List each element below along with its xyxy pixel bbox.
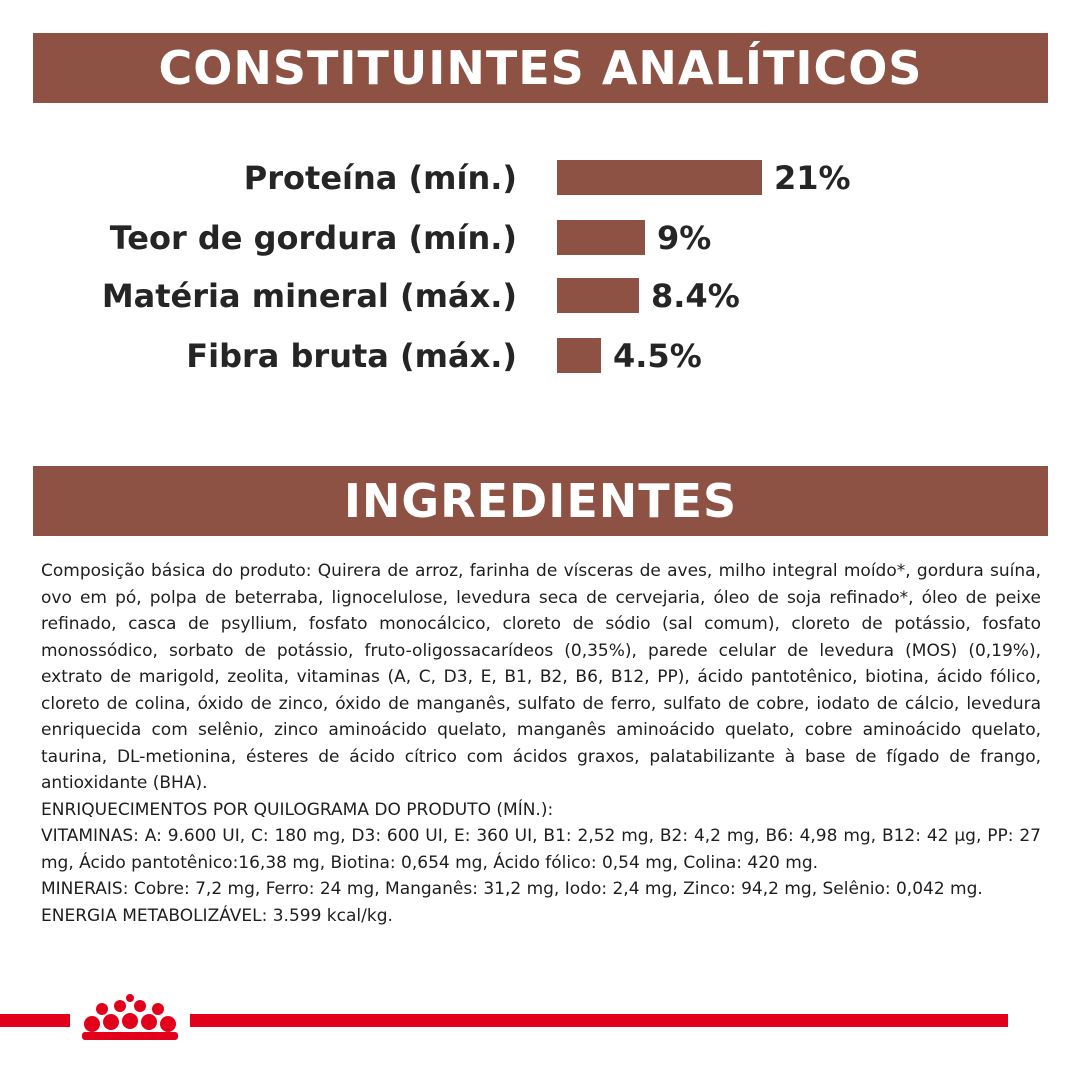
vitamins-paragraph: VITAMINAS: A: 9.600 UI, C: 180 mg, D3: 600 UI, E: 360 UI, B1: 2,52 mg, B2: 4,2 mg, B6: 4,98 mg, B12: 42 µg, PP: 27 mg, Ácido pantotênico:16,38 mg, Biotina: 0,654 mg, Ácido fólico: 0,54 mg, Colina: 420 mg.: [41, 826, 1041, 873]
enrichment-heading: ENRIQUECIMENTOS POR QUILOGRAMA DO PRODUTO (MÍN.):: [41, 799, 554, 820]
energy-paragraph: ENERGIA METABOLIZÁVEL: 3.599 kcal/kg.: [41, 905, 393, 926]
chart-category-label: Fibra bruta (máx.): [186, 337, 517, 375]
footer-red-line-right: [190, 1014, 1008, 1027]
chart-value-label: 4.5%: [613, 337, 702, 375]
chart-value-label: 21%: [774, 159, 851, 197]
ingredients-header: INGREDIENTES: [33, 466, 1048, 536]
chart-bar: [557, 220, 645, 255]
chart-category-label: Proteína (mín.): [243, 159, 517, 197]
chart-category-label: Matéria mineral (máx.): [101, 277, 517, 315]
chart-value-label: 9%: [657, 219, 712, 257]
composition-paragraph: Composição básica do produto: Quirera de arroz, farinha de vísceras de aves, milho integral moído*, gordura suína, ovo em pó, polpa de beterraba, lignocelulose, levedura seca de cervejaria, óleo de soja refinado*, óleo de peixe refinado, casca de psyllium, fosfato monocálcico, cloreto de sódio (sal comum), cloreto de potássio, fosfato monossódico, sorbato de potássio, fruto-oligossacarídeos (0,35%), parede celular de levedura (MOS) (0,19%), extrato de marigold, zeolita, vitaminas (A, C, D3, E, B1, B2, B6, B12, PP), ácido pantotênico, biotina, ácido fólico, cloreto de colina, óxido de zinco, óxido de manganês, sulfato de ferro, sulfato de cobre, iodato de cálcio, levedura enriquecida com selênio, zinco aminoácido quelato, manganês aminoácido quelato, cobre aminoácido quelato, taurina, DL-metionina, ésteres de ácido cítrico com ácidos graxos, palatabilizante à base de fígado de frango, antioxidante (BHA).: [41, 561, 1041, 793]
chart-category-label: Teor de gordura (mín.): [109, 219, 517, 257]
chart-bar: [557, 278, 639, 313]
chart-bar: [557, 338, 601, 373]
footer-red-line-left: [0, 1014, 70, 1027]
minerals-paragraph: MINERAIS: Cobre: 7,2 mg, Ferro: 24 mg, Manganês: 31,2 mg, Iodo: 2,4 mg, Zinco: 94,2 mg, Selênio: 0,042 mg.: [41, 879, 983, 899]
royal-canin-crown-icon: [70, 994, 190, 1044]
ingredients-text-block: [41, 558, 1041, 929]
crown-svg: [70, 994, 190, 1044]
analytical-constituents-chart: [0, 150, 1080, 390]
chart-bar: [557, 160, 762, 195]
chart-value-label: 8.4%: [651, 277, 740, 315]
analytical-constituents-header: CONSTITUINTES ANALÍTICOS: [33, 33, 1048, 103]
